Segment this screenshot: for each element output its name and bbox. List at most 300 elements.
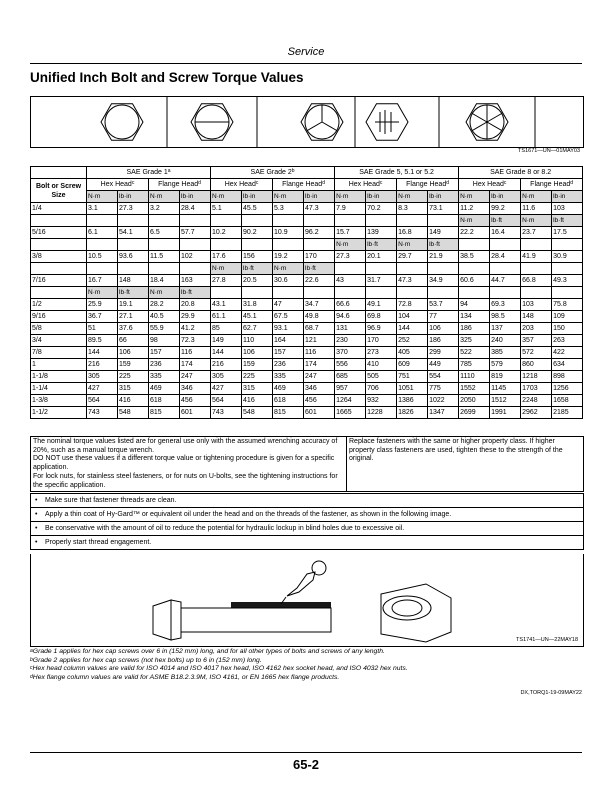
- unit-cell: [459, 287, 490, 299]
- value-cell: 1658: [552, 395, 583, 407]
- footnote-marker: d: [30, 673, 33, 680]
- value-cell: 66.6: [335, 299, 366, 311]
- value-cell: 106: [118, 347, 149, 359]
- value-cell: 410: [366, 359, 397, 371]
- grade-group-header: SAE Grade 5, 5.1 or 5.2: [335, 167, 459, 179]
- footnote-marker: d: [198, 180, 201, 186]
- hex-head-grade-2-icon: [301, 104, 343, 140]
- footer-rule: [30, 752, 582, 753]
- value-cell: 346: [304, 383, 335, 395]
- value-cell: 47.3: [397, 275, 428, 287]
- unit-cell: [273, 287, 304, 299]
- notes-right: Replace fasteners with the same or higher property class. If higher property class fasteners are used, tighten these to the strength of the original.: [349, 438, 563, 463]
- footnote-marker: c: [30, 665, 33, 672]
- value-cell: 57.7: [180, 227, 211, 239]
- value-cell: 225: [242, 371, 273, 383]
- value-cell: 10.5: [87, 251, 118, 263]
- size-cell: 3/4: [31, 335, 87, 347]
- unit-cell: [180, 215, 211, 227]
- value-cell: 449: [428, 359, 459, 371]
- unit-cell: [149, 239, 180, 251]
- value-cell: 29.7: [397, 251, 428, 263]
- value-cell: 456: [304, 395, 335, 407]
- value-cell: 121: [304, 335, 335, 347]
- value-cell: 96.9: [366, 323, 397, 335]
- unit-cell: N·m: [459, 191, 490, 203]
- table-row: [31, 323, 583, 335]
- unit-cell: N·m: [211, 191, 242, 203]
- value-cell: 159: [242, 359, 273, 371]
- footnote-text: Grade 2 applies for hex cap screws (not hex bolts) up to 6 in (152 mm) long.: [32, 656, 262, 664]
- value-cell: 104: [397, 311, 428, 323]
- value-cell: 102: [180, 251, 211, 263]
- size-cell: 1/4: [31, 203, 87, 215]
- document-id: DX,TORQ1-19-09MAY22: [520, 690, 582, 696]
- size-cell: 3/8: [31, 251, 87, 263]
- flange-head-header: Flange Head$^d$: [397, 179, 459, 191]
- table-corner-cell: [31, 167, 87, 179]
- value-cell: 1826: [397, 407, 428, 419]
- value-cell: 20.8: [180, 299, 211, 311]
- value-cell: 70.2: [366, 203, 397, 215]
- unit-cell: [118, 215, 149, 227]
- value-cell: 3.1: [87, 203, 118, 215]
- unit-cell: N·m: [335, 239, 366, 251]
- footnote-marker: a: [167, 168, 171, 174]
- value-cell: 28.2: [149, 299, 180, 311]
- value-cell: 98: [149, 335, 180, 347]
- value-cell: 815: [273, 407, 304, 419]
- unit-cell: lb·in: [304, 191, 335, 203]
- unit-cell: [490, 239, 521, 251]
- value-cell: 22.2: [459, 227, 490, 239]
- size-cell: 1-1/4: [31, 383, 87, 395]
- value-cell: 69.8: [366, 311, 397, 323]
- bolt-and-nut-image: [31, 554, 583, 646]
- size-cell: [31, 287, 87, 299]
- value-cell: 29.9: [180, 311, 211, 323]
- unit-cell: [211, 239, 242, 251]
- value-cell: 3.2: [149, 203, 180, 215]
- value-cell: 186: [459, 323, 490, 335]
- value-cell: 77: [428, 311, 459, 323]
- value-cell: 20.5: [242, 275, 273, 287]
- unit-cell: lb·in: [428, 191, 459, 203]
- size-cell: 1-3/8: [31, 395, 87, 407]
- size-cell: 1/2: [31, 299, 87, 311]
- footnote-marker: b: [291, 168, 295, 174]
- value-cell: 30.6: [273, 275, 304, 287]
- unit-cell: lb·in: [118, 191, 149, 203]
- unit-cell: [335, 263, 366, 275]
- value-cell: 775: [428, 383, 459, 395]
- unit-cell: [552, 239, 583, 251]
- value-cell: 898: [552, 371, 583, 383]
- value-cell: 96.2: [304, 227, 335, 239]
- unit-cell: [118, 239, 149, 251]
- unit-cell: lb·in: [242, 191, 273, 203]
- unit-cell: [521, 239, 552, 251]
- hex-head-plain-icon: [101, 104, 143, 140]
- value-cell: 247: [304, 371, 335, 383]
- value-cell: 236: [273, 359, 304, 371]
- value-cell: 11.2: [459, 203, 490, 215]
- unit-cell: N·m: [521, 191, 552, 203]
- bullet-item: • Properly start thread engagement.: [31, 535, 583, 549]
- value-cell: 2185: [552, 407, 583, 419]
- footnote-marker: a: [30, 648, 33, 654]
- value-cell: 743: [211, 407, 242, 419]
- value-cell: 5.3: [273, 203, 304, 215]
- value-cell: 148: [118, 275, 149, 287]
- unit-cell: N·m: [521, 215, 552, 227]
- footnote-item: [30, 665, 582, 674]
- unit-cell: [459, 239, 490, 251]
- value-cell: 216: [211, 359, 242, 371]
- grade-group-header: SAE Grade 8 or 8.2: [459, 167, 583, 179]
- unit-cell: N·m: [459, 215, 490, 227]
- value-cell: 427: [87, 383, 118, 395]
- value-cell: 49.1: [366, 299, 397, 311]
- unit-cell: [366, 263, 397, 275]
- value-cell: 34.7: [304, 299, 335, 311]
- value-cell: 116: [304, 347, 335, 359]
- value-cell: 1665: [335, 407, 366, 419]
- bullet-item: • Be conservative with the amount of oil to reduce the potential for hydraulic lockup in blind holes due to excessive oil.: [31, 521, 583, 535]
- unit-cell: N·m: [397, 191, 428, 203]
- value-cell: 8.3: [397, 203, 428, 215]
- value-cell: 2962: [521, 407, 552, 419]
- value-cell: 103: [521, 299, 552, 311]
- value-cell: 106: [428, 323, 459, 335]
- unit-cell: lb·ft: [428, 239, 459, 251]
- value-cell: 98.5: [490, 311, 521, 323]
- table-row: [31, 311, 583, 323]
- value-cell: 579: [490, 359, 521, 371]
- value-cell: 38.5: [459, 251, 490, 263]
- unit-cell: [242, 239, 273, 251]
- unit-cell: [366, 287, 397, 299]
- value-cell: 1110: [459, 371, 490, 383]
- value-cell: 335: [273, 371, 304, 383]
- value-cell: 370: [335, 347, 366, 359]
- value-cell: 16.4: [490, 227, 521, 239]
- unit-cell: [366, 215, 397, 227]
- table-row: [31, 359, 583, 371]
- value-cell: 49.3: [552, 275, 583, 287]
- unit-cell: [428, 287, 459, 299]
- value-cell: 23.7: [521, 227, 552, 239]
- unit-cell: [428, 215, 459, 227]
- unit-cell: [521, 287, 552, 299]
- value-cell: 216: [87, 359, 118, 371]
- footnote-text: Hex flange column values are valid for ASME B18.2.3.9M, ISO 4161, or EN 1665 hex flange products.: [32, 673, 340, 681]
- unit-cell: N·m: [87, 191, 118, 203]
- value-cell: 16.7: [87, 275, 118, 287]
- value-cell: 49.8: [304, 311, 335, 323]
- value-cell: 1022: [428, 395, 459, 407]
- unit-cell: N·m: [87, 287, 118, 299]
- value-cell: 819: [490, 371, 521, 383]
- value-cell: 66.8: [521, 275, 552, 287]
- value-cell: 19.2: [273, 251, 304, 263]
- unit-cell: lb·ft: [242, 263, 273, 275]
- footnote-marker: c: [379, 180, 383, 186]
- value-cell: 2248: [521, 395, 552, 407]
- unit-cell: lb·ft: [118, 287, 149, 299]
- value-cell: 16.8: [397, 227, 428, 239]
- size-cell: [31, 239, 87, 251]
- grade-group-header: SAE Grade 2$^b$: [211, 167, 335, 179]
- value-cell: 860: [521, 359, 552, 371]
- size-cell: 7/16: [31, 275, 87, 287]
- value-cell: 106: [242, 347, 273, 359]
- value-cell: 685: [335, 371, 366, 383]
- value-cell: 416: [118, 395, 149, 407]
- value-cell: 22.6: [304, 275, 335, 287]
- value-cell: 416: [242, 395, 273, 407]
- table-row: [31, 395, 583, 407]
- value-cell: 1703: [521, 383, 552, 395]
- value-cell: 203: [521, 323, 552, 335]
- footnote-marker: c: [131, 180, 135, 186]
- value-cell: 27.3: [335, 251, 366, 263]
- value-cell: 1512: [490, 395, 521, 407]
- unit-cell: [87, 239, 118, 251]
- unit-cell: [149, 215, 180, 227]
- value-cell: 405: [397, 347, 428, 359]
- footnote-text: Grade 1 applies for hex cap screws over 6 in (152 mm) long, and for all other types of bolts and screws of any length.: [32, 648, 385, 655]
- value-cell: 11.6: [521, 203, 552, 215]
- value-cell: 1991: [490, 407, 521, 419]
- value-cell: 230: [335, 335, 366, 347]
- value-cell: 109: [552, 311, 583, 323]
- footnote-item: [30, 674, 582, 683]
- table-row: [31, 335, 583, 347]
- value-cell: 89.5: [87, 335, 118, 347]
- value-cell: 618: [149, 395, 180, 407]
- unit-cell: N·m: [397, 239, 428, 251]
- value-cell: 1386: [397, 395, 428, 407]
- value-cell: 85: [211, 323, 242, 335]
- value-cell: 93.1: [273, 323, 304, 335]
- table-row: [31, 203, 583, 215]
- value-cell: 73.1: [428, 203, 459, 215]
- value-cell: 75.8: [552, 299, 583, 311]
- value-cell: 53.7: [428, 299, 459, 311]
- table-row: [31, 383, 583, 395]
- size-cell: [31, 215, 87, 227]
- value-cell: 385: [490, 347, 521, 359]
- unit-cell: [490, 287, 521, 299]
- unit-cell: [242, 287, 273, 299]
- value-cell: 1552: [459, 383, 490, 395]
- value-cell: 156: [242, 251, 273, 263]
- value-cell: 150: [552, 323, 583, 335]
- value-cell: 932: [366, 395, 397, 407]
- unit-change-row: [31, 239, 583, 251]
- hex-head-grade-5-icon: [366, 104, 408, 140]
- value-cell: 325: [459, 335, 490, 347]
- value-cell: 273: [366, 347, 397, 359]
- size-cell: 5/8: [31, 323, 87, 335]
- value-cell: 6.1: [87, 227, 118, 239]
- hex-head-grade-1-icon: [191, 104, 233, 140]
- value-cell: 1347: [428, 407, 459, 419]
- value-cell: 148: [521, 311, 552, 323]
- unit-cell: [304, 215, 335, 227]
- flange-head-header: Flange Head$^d$: [149, 179, 211, 191]
- value-cell: 957: [335, 383, 366, 395]
- value-cell: 144: [211, 347, 242, 359]
- value-cell: 90.2: [242, 227, 273, 239]
- value-cell: 225: [118, 371, 149, 383]
- unit-cell: N·m: [335, 191, 366, 203]
- unit-cell: lb·ft: [304, 263, 335, 275]
- unit-cell: lb·in: [366, 191, 397, 203]
- value-cell: 15.7: [335, 227, 366, 239]
- unit-cell: N·m: [211, 263, 242, 275]
- unit-cell: [552, 263, 583, 275]
- note-line: The nominal torque values listed are for general use only with the assumed wrenching accuracy of 20%, such as a manual torque wrench.: [33, 438, 338, 454]
- value-cell: 554: [428, 371, 459, 383]
- value-cell: 18.4: [149, 275, 180, 287]
- value-cell: 17.5: [552, 227, 583, 239]
- unit-change-row: [31, 287, 583, 299]
- image-code: TS1741—UN—22MAY18: [516, 637, 578, 643]
- table-row: [31, 227, 583, 239]
- value-cell: 1218: [521, 371, 552, 383]
- value-cell: 40.5: [149, 311, 180, 323]
- value-cell: 61.1: [211, 311, 242, 323]
- value-cell: 305: [211, 371, 242, 383]
- value-cell: 10.2: [211, 227, 242, 239]
- value-cell: 315: [118, 383, 149, 395]
- value-cell: 609: [397, 359, 428, 371]
- value-cell: 41.9: [521, 251, 552, 263]
- value-cell: 144: [87, 347, 118, 359]
- bullet-item: • Make sure that fastener threads are clean.: [31, 493, 583, 507]
- footnote-marker: b: [30, 656, 33, 663]
- value-cell: 10.9: [273, 227, 304, 239]
- value-cell: 6.5: [149, 227, 180, 239]
- unit-cell: [87, 215, 118, 227]
- value-cell: 174: [304, 359, 335, 371]
- value-cell: 299: [428, 347, 459, 359]
- unit-cell: [397, 263, 428, 275]
- value-cell: 564: [87, 395, 118, 407]
- value-cell: 60.6: [459, 275, 490, 287]
- value-cell: 315: [242, 383, 273, 395]
- unit-cell: lb·in: [490, 191, 521, 203]
- value-cell: 131: [335, 323, 366, 335]
- value-cell: 27.3: [118, 203, 149, 215]
- unit-cell: [521, 263, 552, 275]
- value-cell: 548: [118, 407, 149, 419]
- unit-cell: [211, 215, 242, 227]
- unit-cell: N·m: [273, 263, 304, 275]
- value-cell: 252: [397, 335, 428, 347]
- footnote-marker: c: [503, 180, 507, 186]
- unit-cell: [304, 287, 335, 299]
- size-cell: 1-1/8: [31, 371, 87, 383]
- value-cell: 743: [87, 407, 118, 419]
- value-cell: 170: [366, 335, 397, 347]
- value-cell: 1051: [397, 383, 428, 395]
- unit-cell: N·m: [273, 191, 304, 203]
- flange-head-header: Flange Head$^d$: [273, 179, 335, 191]
- unit-cell: lb·ft: [490, 215, 521, 227]
- value-cell: 69.3: [490, 299, 521, 311]
- value-cell: 456: [180, 395, 211, 407]
- unit-cell: [242, 215, 273, 227]
- value-cell: 11.5: [149, 251, 180, 263]
- table-sub-header-row: [31, 179, 583, 191]
- value-cell: 469: [149, 383, 180, 395]
- size-column-header: Bolt or Screw Size: [31, 179, 87, 203]
- table-row: [31, 347, 583, 359]
- unit-cell: lb·ft: [366, 239, 397, 251]
- value-cell: 27.8: [211, 275, 242, 287]
- value-cell: 17.6: [211, 251, 242, 263]
- page-title: Unified Inch Bolt and Screw Torque Values: [30, 70, 304, 85]
- unit-cell: [397, 287, 428, 299]
- value-cell: 47: [273, 299, 304, 311]
- value-cell: 20.1: [366, 251, 397, 263]
- value-cell: 55.9: [149, 323, 180, 335]
- notes-left: [31, 437, 347, 491]
- value-cell: 149: [211, 335, 242, 347]
- value-cell: 157: [149, 347, 180, 359]
- hex-head-grade-8-icon: [466, 104, 508, 140]
- value-cell: 159: [118, 359, 149, 371]
- value-cell: 34.9: [428, 275, 459, 287]
- hex-head-header: Hex Head$^c$: [211, 179, 273, 191]
- value-cell: 163: [180, 275, 211, 287]
- value-cell: 144: [397, 323, 428, 335]
- value-cell: 103: [552, 203, 583, 215]
- value-cell: 7.9: [335, 203, 366, 215]
- value-cell: 94.6: [335, 311, 366, 323]
- value-cell: 2699: [459, 407, 490, 419]
- value-cell: 174: [180, 359, 211, 371]
- value-cell: 44.7: [490, 275, 521, 287]
- value-cell: 815: [149, 407, 180, 419]
- value-cell: 1256: [552, 383, 583, 395]
- unit-change-row: [31, 215, 583, 227]
- value-cell: 335: [149, 371, 180, 383]
- value-cell: 110: [242, 335, 273, 347]
- value-cell: 427: [211, 383, 242, 395]
- value-cell: 522: [459, 347, 490, 359]
- value-cell: 41.2: [180, 323, 211, 335]
- table-group-header-row: [31, 167, 583, 179]
- hex-head-header: Hex Head$^c$: [459, 179, 521, 191]
- value-cell: 36.7: [87, 311, 118, 323]
- unit-cell: [335, 287, 366, 299]
- section-header: Service: [287, 46, 325, 58]
- value-cell: 72.3: [180, 335, 211, 347]
- value-cell: 21.9: [428, 251, 459, 263]
- value-cell: 134: [459, 311, 490, 323]
- value-cell: 54.1: [118, 227, 149, 239]
- unit-cell: lb·ft: [552, 215, 583, 227]
- value-cell: 236: [149, 359, 180, 371]
- header-rule: [30, 63, 582, 64]
- unit-cell: [149, 263, 180, 275]
- value-cell: 116: [180, 347, 211, 359]
- value-cell: 706: [366, 383, 397, 395]
